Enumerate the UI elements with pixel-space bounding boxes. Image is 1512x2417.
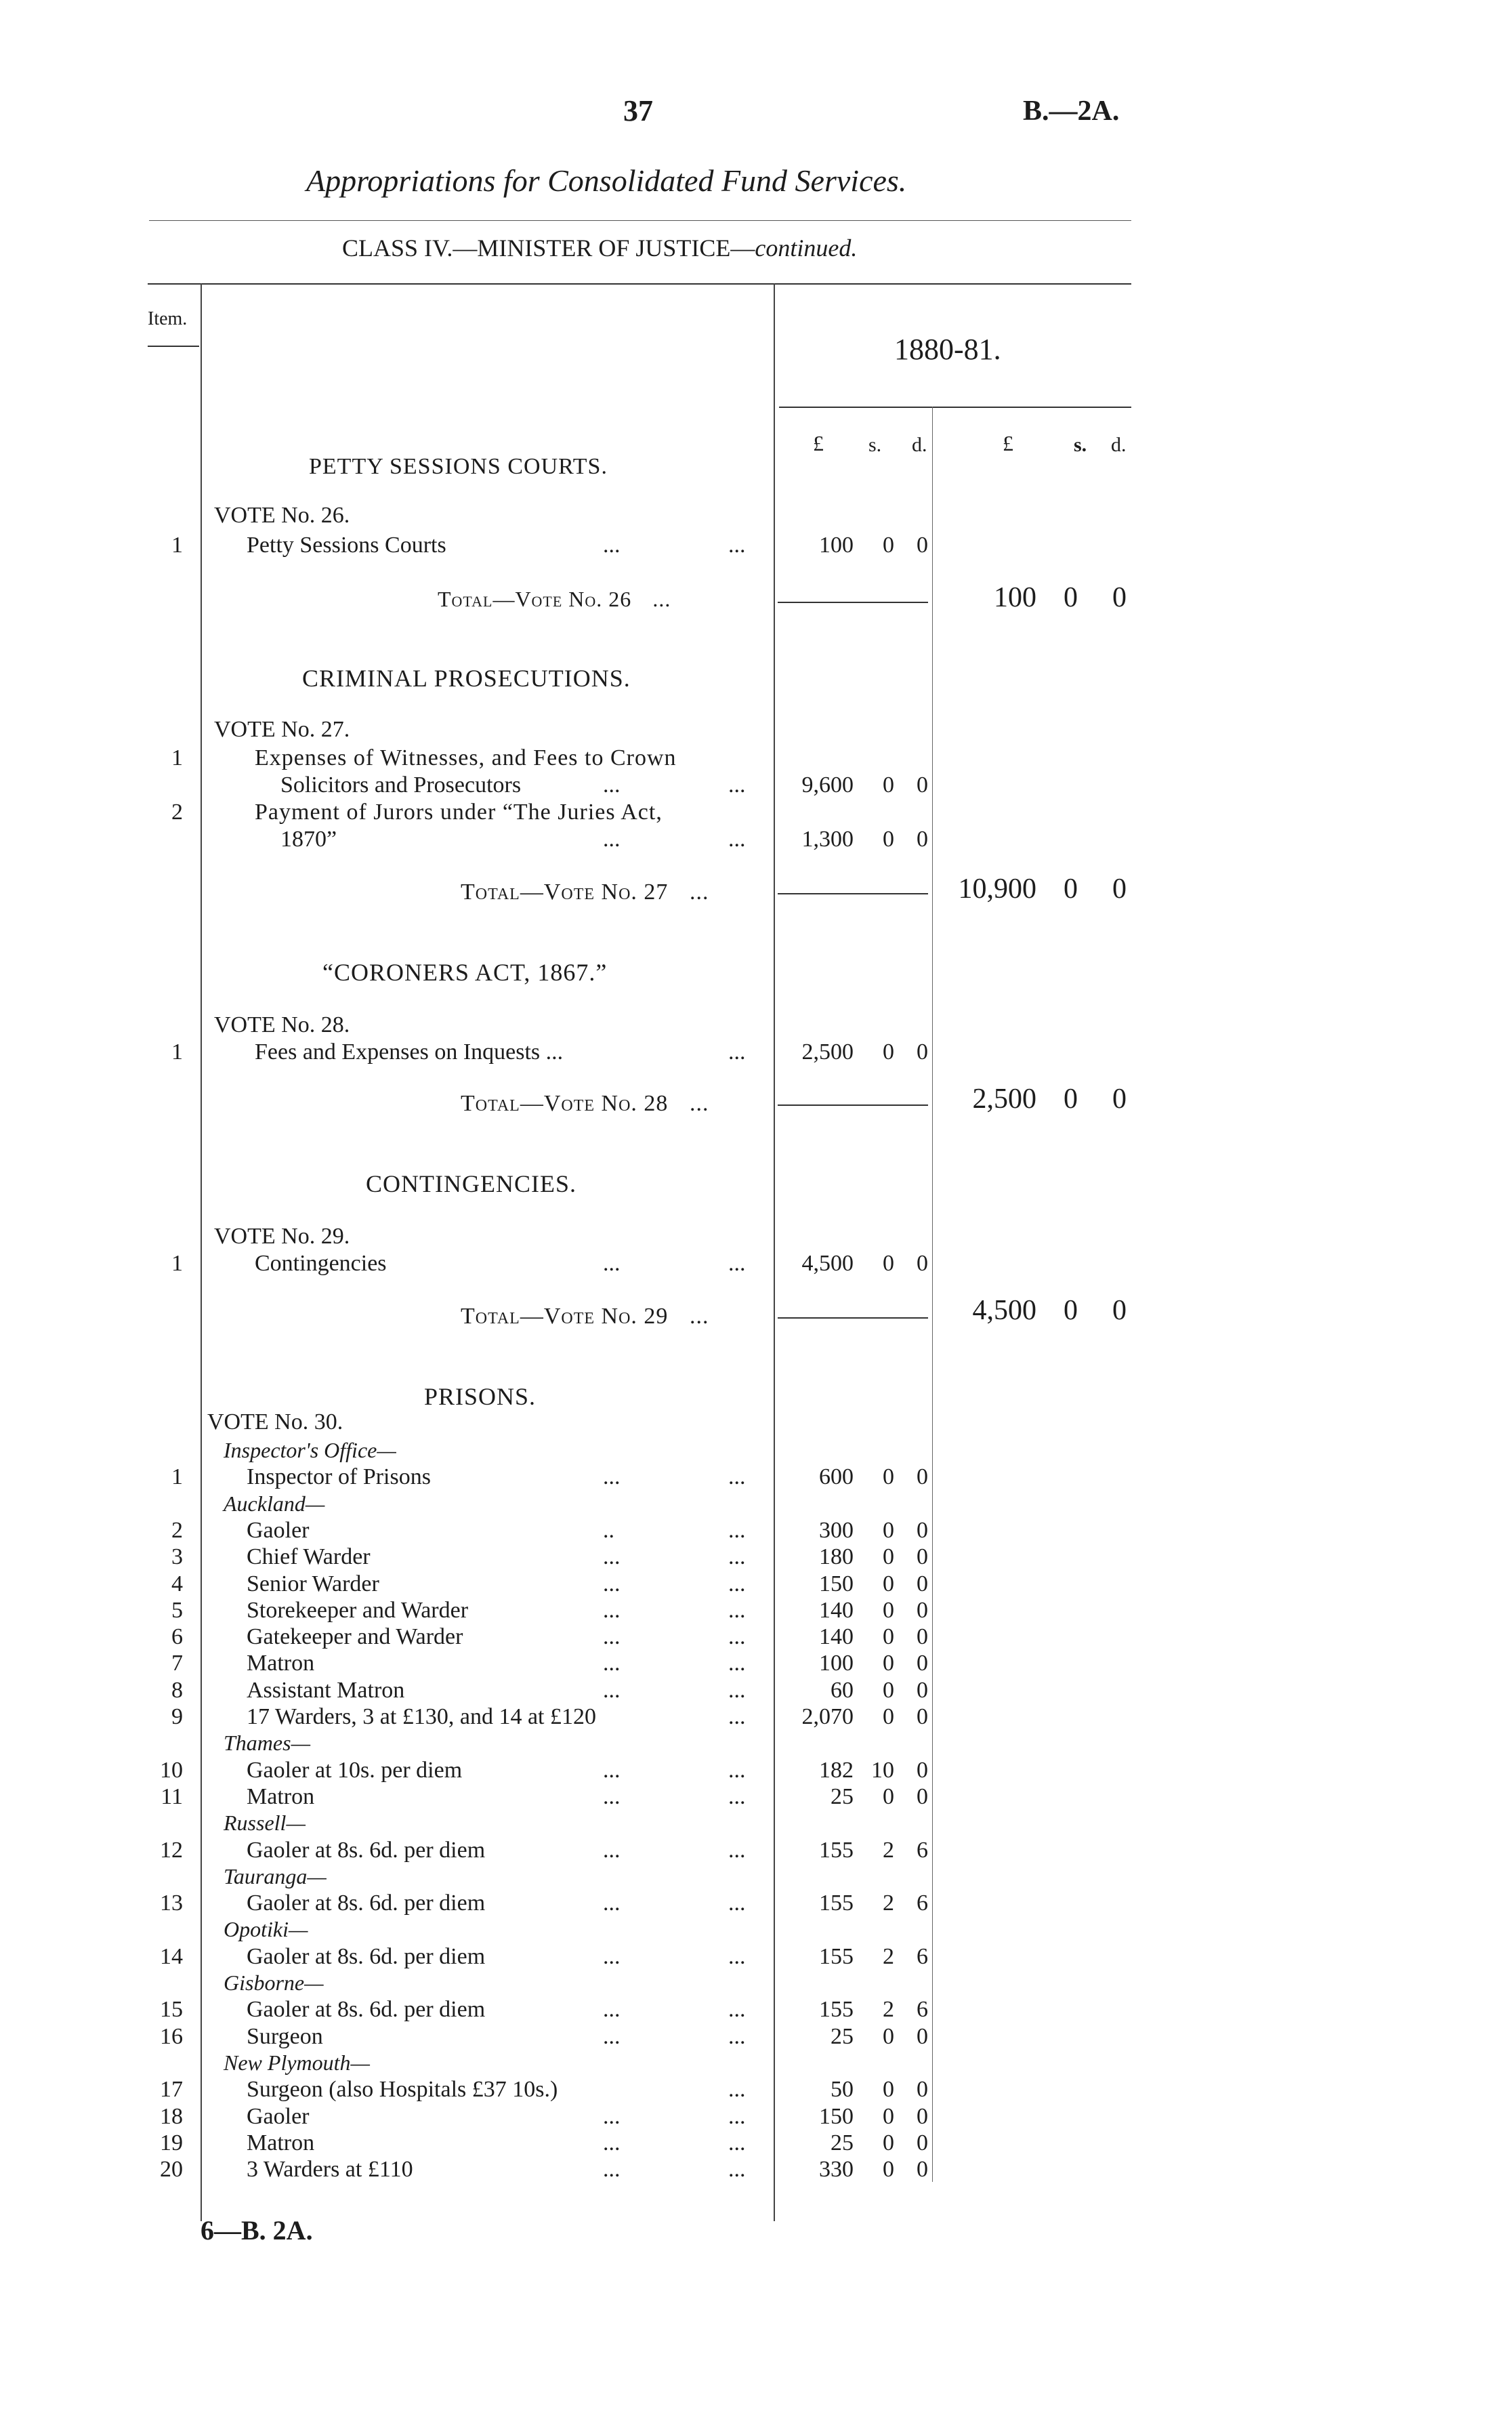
table-row [0,1598,1512,1625]
total-vote-28 [461,1091,709,1117]
amount-pounds: 4,500 [801,1251,854,1276]
table-row [0,1251,1512,1278]
footer-signature: 6—B. 2A. [201,2215,313,2246]
amount-pence: 6 [917,1997,928,2022]
item-number: 11 [161,1784,183,1809]
item-description: Gaoler at 10s. per diem [247,1758,463,1783]
amount-pounds: 155 [819,1891,854,1916]
total-pence: 0 [1112,1083,1127,1115]
leader-dots: ... [728,1251,746,1276]
amount-pounds: 50 [831,2077,854,2102]
leader-dots: ... [728,1651,746,1676]
prison-location-subheading: Auckland— [224,1491,325,1516]
item-number: 1 [171,1251,183,1276]
item-description: 1870” [280,827,337,852]
amount-shillings: 2 [883,1944,894,1969]
leader-dots: ... [689,880,709,905]
item-number: 8 [171,1678,183,1703]
item-number: 14 [160,1944,183,1969]
amount-pence: 0 [917,2157,928,2182]
leader-dots: ... [603,1997,621,2022]
table-row [0,533,1512,560]
amount-shillings: 2 [883,1838,894,1863]
amount-shillings: 0 [883,2077,894,2102]
section-heading-prisons: PRISONS. [424,1383,537,1410]
subheading-row [0,1970,1512,1998]
leader-dots: ... [603,1571,621,1596]
leader-dots: ... [728,1464,746,1489]
leader-dots: ... [728,1039,746,1065]
item-description: Gaoler at 8s. 6d. per diem [247,1944,486,1969]
amount-pence: 0 [917,1464,928,1489]
leader-dots: ... [728,1678,746,1703]
amount-shillings: 0 [883,2024,894,2049]
item-description: Solicitors and Prosecutors [280,772,522,798]
item-column-header: Item. [148,308,188,329]
amount-pence: 0 [917,827,928,852]
prison-location-subheading: Thames— [224,1731,311,1755]
item-header-underline [148,346,199,347]
total-label: Total—Vote No. 28 [461,1091,669,1116]
item-description: 3 Warders at £110 [247,2157,413,2182]
table-row [0,772,1512,800]
class-heading-suffix: continued. [755,234,858,262]
table-row [0,2024,1512,2051]
leader-dots: ... [728,1838,746,1863]
leader-dots: ... [603,1678,621,1703]
item-number: 9 [171,1704,183,1729]
item-description: Surgeon (also Hospitals £37 10s.) [247,2077,558,2102]
leader-dots: ... [728,772,746,798]
item-description: Petty Sessions Courts [247,533,446,558]
amount-shillings: 0 [883,1678,894,1703]
amount-pounds: 1,300 [801,827,854,852]
table-row [0,800,1512,827]
item-number: 12 [160,1838,183,1863]
amount-pounds: 600 [819,1464,854,1489]
item-number: 4 [171,1571,183,1596]
page-number: 37 [623,94,653,127]
item-number: 1 [171,1039,183,1065]
amount-shillings: 0 [883,1464,894,1489]
amount-pence: 0 [917,1518,928,1543]
leader-dots: ... [603,1624,621,1649]
total-pence: 0 [1112,582,1127,613]
total-dash [778,1317,928,1319]
amount-shillings: 0 [883,772,894,798]
leader-dots: ... [728,1784,746,1809]
vote-30: VOTE No. 30. [207,1409,343,1434]
subheading-row [0,1917,1512,1944]
item-number: 17 [160,2077,183,2102]
item-description: Expenses of Witnesses, and Fees to Crown [255,745,677,770]
leader-dots: ... [603,827,621,852]
item-description: Gaoler at 8s. 6d. per diem [247,1997,486,2022]
total-shillings: 0 [1064,1083,1078,1115]
item-description: 17 Warders, 3 at £130, and 14 at £120 [247,1704,596,1729]
item-number: 18 [160,2104,183,2129]
item-number: 1 [171,1464,183,1489]
item-description: Chief Warder [247,1544,371,1569]
amount-pence: 0 [917,2104,928,2129]
amount-shillings: 0 [883,1039,894,1065]
item-number: 19 [160,2130,183,2155]
pounds-column-header: £ [813,431,824,455]
amount-shillings: 0 [883,1598,894,1623]
amount-pounds: 9,600 [801,772,854,798]
item-description: Contingencies [255,1251,387,1276]
amount-pence: 6 [917,1838,928,1863]
leader-dots: ... [603,772,621,798]
leader-dots: ... [603,1651,621,1676]
leader-dots: ... [603,1891,621,1916]
amount-pounds: 25 [831,2024,854,2049]
item-description: Gaoler [247,2104,310,2129]
amount-pounds: 2,070 [801,1704,854,1729]
amount-pence: 0 [917,2130,928,2155]
pounds2-column-header: £ [1003,431,1013,455]
item-description: Matron [247,1651,315,1676]
amount-pounds: 25 [831,1784,854,1809]
leader-dots: ... [728,1624,746,1649]
table-row [0,1838,1512,1865]
leader-dots: ... [728,1518,746,1543]
amount-pence: 0 [917,1544,928,1569]
table-top-rule [148,283,1131,285]
item-description: Gatekeeper and Warder [247,1624,463,1649]
table-row [0,1944,1512,1971]
item-number: 6 [171,1624,183,1649]
table-row [0,1891,1512,1918]
item-number: 1 [171,533,183,558]
table-row [0,2077,1512,2104]
section-heading-criminal: CRIMINAL PROSECUTIONS. [302,665,631,692]
amount-pence: 0 [917,1758,928,1783]
total-dash [778,893,928,894]
amount-pence: 0 [917,1571,928,1596]
leader-dots: ... [603,1598,621,1623]
item-description: Payment of Jurors under “The Juries Act, [255,800,663,825]
item-description: Senior Warder [247,1571,379,1596]
pence-column-header: d. [912,434,927,456]
table-row [0,1464,1512,1491]
shillings2-column-header: s. [1074,434,1087,456]
leader-dots: ... [603,533,621,558]
subheading-row [0,1811,1512,1838]
item-number: 1 [171,745,183,770]
prison-location-subheading: Russell— [224,1811,306,1835]
subheading-row [0,2050,1512,2078]
leader-dots: ... [728,1758,746,1783]
total-dash [778,1104,928,1106]
class-heading-text: CLASS IV.—MINISTER OF JUSTICE— [342,234,755,262]
amount-pounds: 330 [819,2157,854,2182]
table-row [0,1624,1512,1651]
amount-pence: 0 [917,1039,928,1065]
leader-dots: ... [603,2130,621,2155]
leader-dots: .. [603,1518,614,1543]
table-row [0,1997,1512,2024]
total-shillings: 0 [1064,873,1078,905]
amount-pounds: 300 [819,1518,854,1543]
title-rule [149,220,1131,221]
leader-dots: ... [728,533,746,558]
amount-pence: 0 [917,1598,928,1623]
prison-location-subheading: Inspector's Office— [224,1438,396,1462]
prison-location-subheading: New Plymouth— [224,2050,370,2075]
total-pounds: 100 [994,582,1036,613]
leader-dots: ... [603,2104,621,2129]
total-label: Total—Vote No. 29 [461,1304,669,1329]
total-pounds: 10,900 [958,873,1036,905]
leader-dots: ... [652,587,671,611]
amount-pounds: 100 [819,533,854,558]
amount-pence: 0 [917,2024,928,2049]
item-number: 2 [171,1518,183,1543]
amount-shillings: 0 [883,1571,894,1596]
table-row [0,827,1512,854]
table-row [0,1544,1512,1571]
amount-shillings: 2 [883,1997,894,2022]
total-vote-26 [438,587,671,612]
table-row [0,2157,1512,2184]
subheading-row [0,1731,1512,1758]
leader-dots: ... [603,1944,621,1969]
amount-pounds: 182 [819,1758,854,1783]
amount-pence: 0 [917,1651,928,1676]
amount-shillings: 0 [883,1544,894,1569]
leader-dots: ... [689,1091,709,1116]
item-number: 10 [160,1758,183,1783]
item-description: Assistant Matron [247,1678,405,1703]
leader-dots: ... [728,1944,746,1969]
leader-dots: ... [689,1304,709,1329]
leader-dots: ... [728,827,746,852]
section-heading-petty: PETTY SESSIONS COURTS. [309,454,608,479]
amount-pounds: 2,500 [801,1039,854,1065]
subheading-row [0,1491,1512,1519]
item-description: Gaoler at 8s. 6d. per diem [247,1838,486,1863]
total-shillings: 0 [1064,1295,1078,1326]
total-pence: 0 [1112,1295,1127,1326]
leader-dots: ... [603,1838,621,1863]
item-number: 7 [171,1651,183,1676]
class-heading [342,234,857,262]
section-heading-contingencies: CONTINGENCIES. [366,1170,576,1197]
amount-pounds: 150 [819,1571,854,1596]
leader-dots: ... [728,1571,746,1596]
total-shillings: 0 [1064,582,1078,613]
page-title: Appropriations for Consolidated Fund Services. [306,163,907,198]
leader-dots: ... [603,1464,621,1489]
item-number: 15 [160,1997,183,2022]
amount-pence: 0 [917,1678,928,1703]
leader-dots: ... [728,1997,746,2022]
amount-shillings: 0 [883,2157,894,2182]
item-number: 16 [160,2024,183,2049]
item-description: Gaoler at 8s. 6d. per diem [247,1891,486,1916]
item-number: 13 [160,1891,183,1916]
document-ref: B.—2A. [1023,96,1120,127]
leader-dots: ... [728,1891,746,1916]
amount-pounds: 155 [819,1944,854,1969]
amount-pounds: 140 [819,1624,854,1649]
table-row [0,2130,1512,2157]
table-row [0,2104,1512,2131]
amount-shillings: 0 [883,1518,894,1543]
amount-shillings: 0 [883,533,894,558]
amount-shillings: 0 [883,2130,894,2155]
item-description: Matron [247,2130,315,2155]
item-number: 5 [171,1598,183,1623]
leader-dots: ... [603,1758,621,1783]
total-pence: 0 [1112,873,1127,905]
amount-shillings: 0 [883,1624,894,1649]
leader-dots: ... [603,1251,621,1276]
amount-pounds: 150 [819,2104,854,2129]
table-row [0,1784,1512,1811]
total-pounds: 2,500 [972,1083,1036,1115]
leader-dots: ... [728,2077,746,2102]
total-label: Total—Vote No. 27 [461,880,669,905]
total-dash [778,602,928,603]
total-vote-29 [461,1304,709,1329]
subheading-row [0,1864,1512,1891]
prison-location-subheading: Opotiki— [224,1917,308,1941]
total-label: Total—Vote No. 26 [438,587,632,611]
total-vote-27 [461,880,709,905]
amount-pence: 0 [917,533,928,558]
leader-dots: ... [603,2157,621,2182]
amount-pounds: 140 [819,1598,854,1623]
amount-pence: 0 [917,1704,928,1729]
item-number: 3 [171,1544,183,1569]
year-column-header: 1880-81. [894,333,1001,366]
table-row [0,1518,1512,1545]
table-row [0,1704,1512,1731]
leader-dots: ... [728,2157,746,2182]
amount-pounds: 60 [831,1678,854,1703]
amount-shillings: 0 [883,2104,894,2129]
item-description: Storekeeper and Warder [247,1598,469,1623]
item-number: 2 [171,800,183,825]
prison-location-subheading: Tauranga— [224,1864,327,1888]
item-description: Surgeon [247,2024,323,2049]
amount-shillings: 0 [883,1251,894,1276]
amount-pounds: 25 [831,2130,854,2155]
vote-28: VOTE No. 28. [214,1012,350,1037]
leader-dots: ... [728,2104,746,2129]
amount-pounds: 155 [819,1838,854,1863]
amount-pence: 6 [917,1891,928,1916]
amount-shillings: 0 [883,1651,894,1676]
shillings-column-header: s. [868,434,882,456]
item-description: Gaoler [247,1518,310,1543]
total-pounds: 4,500 [972,1295,1036,1326]
amount-pence: 0 [917,1251,928,1276]
amount-pence: 0 [917,1784,928,1809]
section-heading-coroners: “CORONERS ACT, 1867.” [322,959,608,986]
leader-dots: ... [728,1544,746,1569]
amount-pence: 0 [917,1624,928,1649]
leader-dots: ... [603,1544,621,1569]
vote-29: VOTE No. 29. [214,1224,350,1249]
amount-shillings: 2 [883,1891,894,1916]
table-row [0,1571,1512,1598]
amount-pounds: 155 [819,1997,854,2022]
table-row [0,1039,1512,1067]
pence2-column-header: d. [1111,434,1127,456]
leader-dots: ... [728,1704,746,1729]
table-row [0,1758,1512,1785]
prison-location-subheading: Gisborne— [224,1970,324,1995]
amount-shillings: 0 [883,1704,894,1729]
amount-pence: 0 [917,772,928,798]
item-number: 20 [160,2157,183,2182]
table-row [0,1678,1512,1705]
year-underline [779,407,1131,408]
amount-shillings: 10 [871,1758,894,1783]
amount-pounds: 100 [819,1651,854,1676]
table-row [0,1651,1512,1678]
item-description: Fees and Expenses on Inquests ... [255,1039,564,1065]
vote-26: VOTE No. 26. [214,503,350,528]
leader-dots: ... [728,1598,746,1623]
amount-pence: 0 [917,2077,928,2102]
leader-dots: ... [728,2130,746,2155]
amount-pounds: 180 [819,1544,854,1569]
table-row [0,745,1512,772]
amount-pence: 6 [917,1944,928,1969]
vote-27: VOTE No. 27. [214,717,350,742]
leader-dots: ... [603,2024,621,2049]
leader-dots: ... [728,2024,746,2049]
amount-shillings: 0 [883,1784,894,1809]
item-description: Matron [247,1784,315,1809]
subheading-row [0,1438,1512,1465]
leader-dots: ... [603,1784,621,1809]
amount-shillings: 0 [883,827,894,852]
item-description: Inspector of Prisons [247,1464,431,1489]
